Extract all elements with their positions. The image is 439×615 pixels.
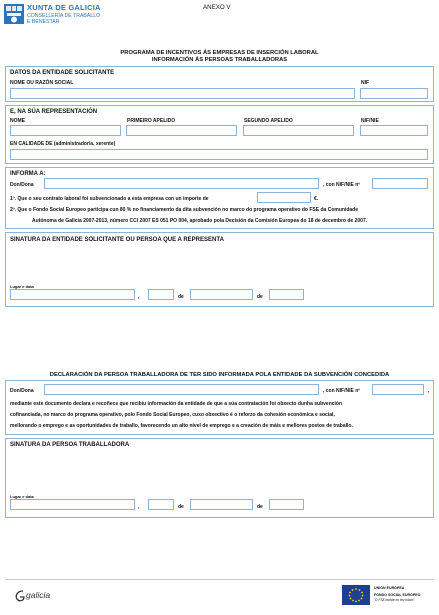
declaration-nifnie-field[interactable] [372, 384, 424, 395]
entity-name-field[interactable] [10, 88, 355, 99]
rep-nome-label: NOME [10, 118, 25, 124]
signature1-heading: SINATURA DA ENTIDADE SOLICITANTE OU PERSOA QUE A REPRESENTA [10, 237, 224, 243]
page-title-line2: INFORMACIÓN ÁS PERSOAS TRABALLADORAS [151, 57, 288, 63]
rep-nifnie-field[interactable] [360, 125, 428, 136]
informa-nifnie-label: , con NIF/NIE nº [323, 182, 361, 188]
org-name: XUNTA DE GALICIA [27, 3, 101, 12]
footer-divider [5, 579, 434, 580]
entity-nif-field[interactable] [360, 88, 428, 99]
galicia-logo-text: galicia [26, 590, 51, 600]
informa-heading: INFORMA A: [10, 171, 46, 177]
informa-person-field[interactable] [44, 178, 319, 189]
signature2-de2: de [257, 504, 263, 510]
galicia-logo [14, 588, 62, 604]
signature1-year-field[interactable] [269, 289, 304, 300]
signature2-de1: de [178, 504, 184, 510]
informa-item1: 1º. Que o seu contrato laboral foi subvencionado a esta empresa con un importe de [10, 196, 209, 202]
declaration-text-line3: mellorando o emprego e as oportunidades de traballo, favorecendo un alto nivel de emprego e a creación de máis e mellores postos de traballo. [10, 423, 353, 429]
xunta-shield-icon [3, 3, 25, 25]
rep-apelido2-field[interactable] [243, 125, 354, 136]
signature1-place-label: Lugar e data [10, 284, 34, 289]
entity-name-label: NOME OU RAZÓN SOCIAL [10, 80, 74, 86]
signature2-comma: , [138, 504, 140, 510]
entity-heading: DATOS DA ENTIDADE SOLICITANTE [10, 70, 115, 76]
signature2-place-label: Lugar e data [10, 494, 34, 499]
eu-line1: UNIÓN EUROPEA [374, 586, 405, 590]
signature1-de2: de [257, 294, 263, 300]
informa-item2-line2: Autónoma de Galicia 2007-2013, número CCI 2007 ES 051 PO 004, aprobado pola Decisión da Comisión Europea do 18 de decembro de 2007. [32, 218, 368, 224]
informa-nifnie-field[interactable] [372, 178, 428, 189]
org-department-line2: E BENESTAR [27, 19, 60, 25]
rep-apelido2-label: SEGUNDO APELIDO [244, 118, 293, 124]
signature1-place-field[interactable] [10, 289, 135, 300]
informa-amount-field[interactable] [257, 192, 311, 203]
rep-calidade-field[interactable] [10, 149, 428, 160]
rep-nifnie-label: NIF/NIE [361, 118, 379, 124]
galicia-swirl-icon [14, 589, 26, 603]
declaration-don-label: Don/Dona [10, 388, 34, 394]
signature2-month-field[interactable] [190, 499, 253, 510]
eu-line2: FONDO SOCIAL EUROPEO [374, 593, 421, 597]
xunta-logo [3, 3, 25, 25]
informa-euro-sign: €. [314, 196, 319, 202]
signature2-heading: SINATURA DA PERSOA TRABALLADORA [10, 442, 130, 448]
declaration-nifnie-label: , con NIF/NIE nº [323, 388, 361, 394]
declaration-trailing-comma: , [428, 388, 430, 394]
rep-nome-field[interactable] [10, 125, 121, 136]
annex-label: ANEXO V [203, 4, 231, 11]
eu-line3: "O FSE inviste no teu futuro" [374, 598, 415, 602]
declaration-person-field[interactable] [44, 384, 319, 395]
declaration-title: DECLARACIÓN DA PERSOA TRABALLADORA DE TER SIDO INFORMADA POLA ENTIDADE DA SUBVENCIÓN CONCEDIDA [49, 372, 390, 378]
signature2-place-field[interactable] [10, 499, 135, 510]
signature1-month-field[interactable] [190, 289, 253, 300]
org-department-line1: CONSELLERÍA DE TRABALLO [27, 13, 101, 19]
declaration-text-line2: cofinanciada, no marco do programa operativo, polo Fondo Social Europeo, cuxo obxectivo é o reforzo da cohesión económica e social, [10, 412, 335, 418]
representation-heading: E, NA SÚA REPRESENTACIÓN [10, 109, 98, 115]
rep-apelido1-label: PRIMEIRO APELIDO [127, 118, 176, 124]
signature1-de1: de [178, 294, 184, 300]
informa-don-label: Don/Dona [10, 182, 34, 188]
signature2-day-field[interactable] [148, 499, 174, 510]
signature2-year-field[interactable] [269, 499, 304, 510]
entity-nif-label: NIF [361, 80, 370, 86]
page-title-line1: PROGRAMA DE INCENTIVOS ÁS EMPRESAS DE INSERCIÓN LABORAL [120, 50, 319, 56]
signature1-comma: , [138, 294, 140, 300]
informa-item2-line1: 2º. Que o Fondo Social Europeo participa cun 80 % no financiamento da dita subvención no marco do programa operativo do FSE da Comunidade [10, 207, 358, 213]
declaration-text-line1: mediante este documento declara e recoñece que recibiu información da entidade de que a súa contratación foi obxecto dunha subvención [10, 401, 343, 407]
rep-calidade-label: EN CALIDADE DE (administrador/a, xerente) [10, 141, 116, 147]
signature1-day-field[interactable] [148, 289, 174, 300]
eu-flag [342, 585, 370, 605]
rep-apelido1-field[interactable] [126, 125, 237, 136]
eu-stars-icon [342, 585, 370, 605]
